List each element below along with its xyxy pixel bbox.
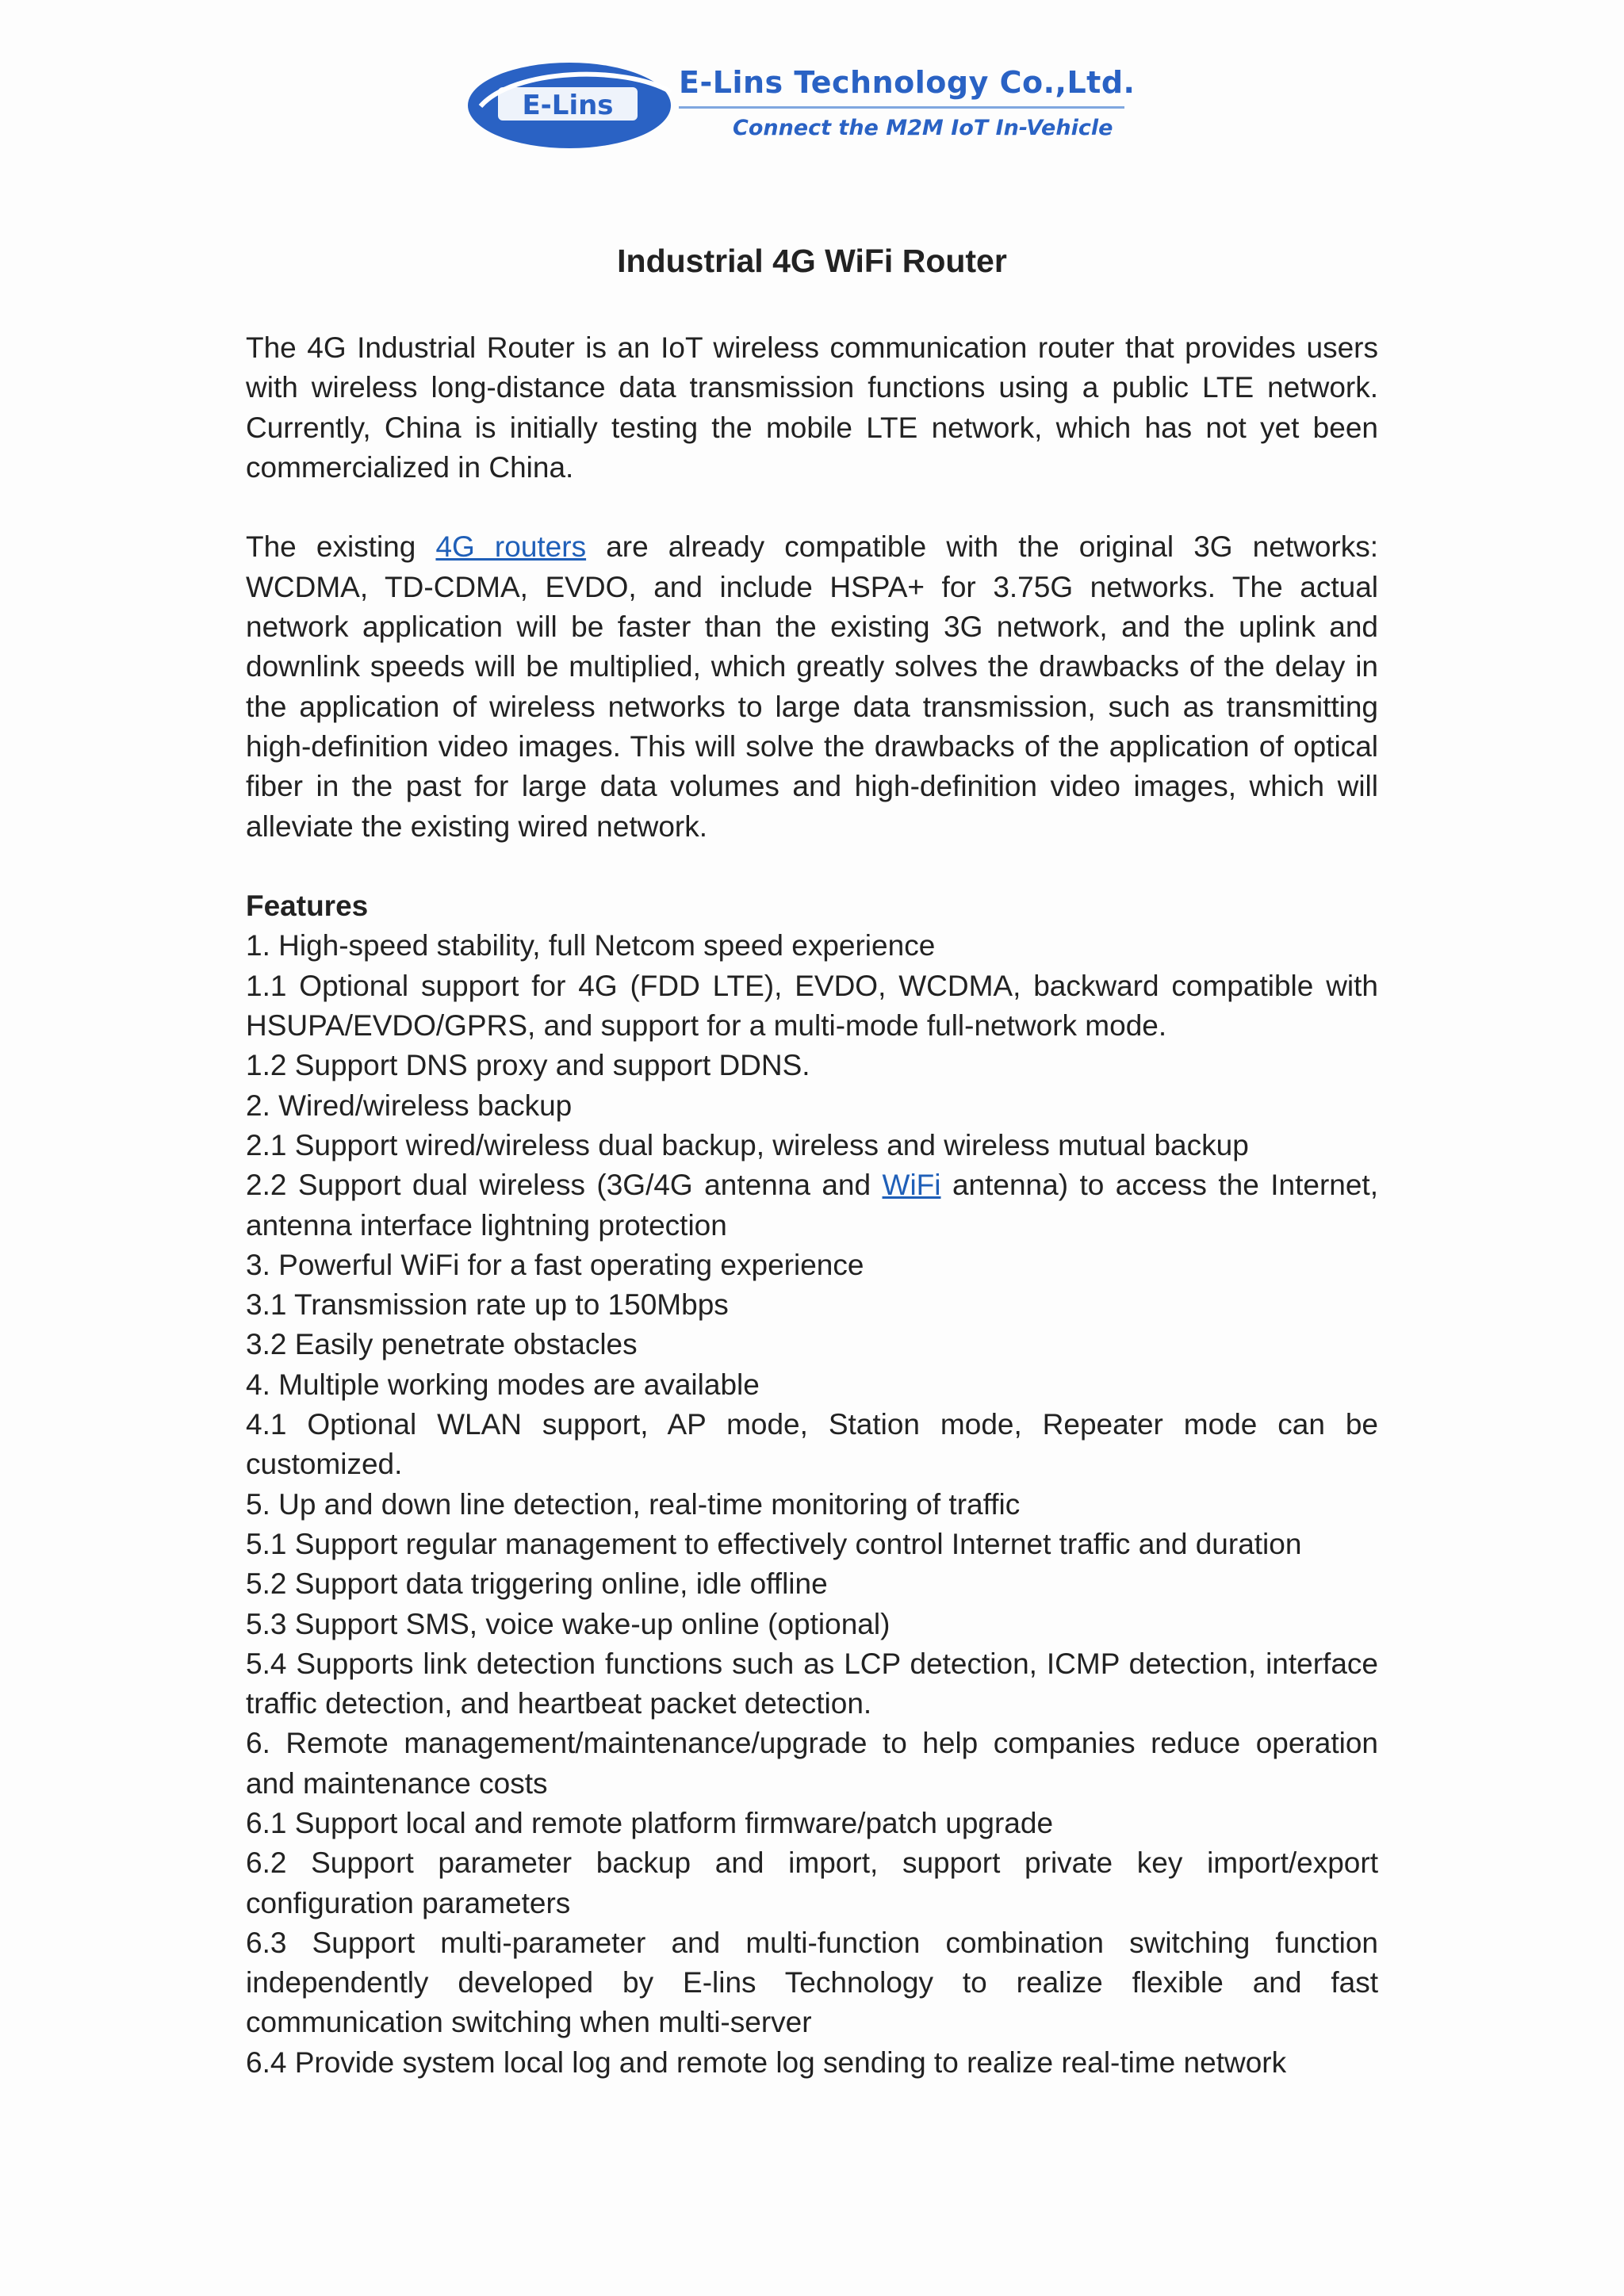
feature-item: [246, 1165, 1378, 1246]
feature-item: 5.3 Support SMS, voice wake-up online (optional): [246, 1607, 891, 1640]
document-title: Industrial 4G WiFi Router: [617, 243, 1007, 279]
feature-item: 3.1 Transmission rate up to 150Mbps: [246, 1288, 729, 1322]
intro-paragraph: The 4G Industrial Router is an IoT wireless communication router that provides users with wireless long-distance data transmission functions using a public LTE network. Currently, China is initially testing the mobile LTE network, which has not yet been commercialized in China.: [246, 331, 1378, 484]
feature-item: 1.2 Support DNS proxy and support DDNS.: [246, 1049, 810, 1082]
header-divider: [679, 106, 1124, 109]
feature-item: 4.1 Optional WLAN support, AP mode, Station mode, Repeater mode can be customized.: [246, 1408, 1378, 1481]
feature-item: 1. High-speed stability, full Netcom speed experience: [246, 929, 936, 962]
feature-item: 6.3 Support multi-parameter and multi-function combination switching function independently developed by E-lins Technology to realize flexible and fast communication switching when multi-server: [246, 1926, 1378, 2039]
wifi-link[interactable]: WiFi: [882, 1169, 941, 1202]
4g-routers-link[interactable]: 4G routers: [435, 530, 587, 564]
paragraph-text: are already compatible with the original 3G networks: WCDMA, TD-CDMA, EVDO, and include HSPA+ for 3.75G networks. The actual network application will be faster than the existing 3G network, and the uplink and downlink speeds will be multiplied, which greatly solves the drawbacks of the delay in the application of wireless networks to large data transmission, such as transmitting high-definition video images. This will solve the drawbacks of the application of optical fiber in the past for large data volumes and high-definition video images, which will alleviate the existing wired network.: [246, 530, 1379, 843]
feature-item: 2. Wired/wireless backup: [246, 1089, 573, 1122]
paragraph-text: The existing: [246, 530, 436, 564]
company-name: E-Lins Technology Co.,Ltd.: [679, 65, 1136, 100]
feature-text: antenna) to access the Internet, antenna interface lightning protection: [246, 1169, 1378, 1242]
elins-logo-icon: [466, 60, 679, 151]
feature-item: 6. Remote management/maintenance/upgrade to help companies reduce operation and maintenance costs: [246, 1727, 1378, 1800]
feature-item: 4. Multiple working modes are available: [246, 1368, 760, 1401]
feature-item: 6.2 Support parameter backup and import, support private key import/export configuration parameters: [246, 1846, 1378, 1919]
feature-item: 1.1 Optional support for 4G (FDD LTE), EVDO, WCDMA, backward compatible with HSUPA/EVDO/GPRS, and support for a multi-mode full-network mode.: [246, 969, 1378, 1043]
document-body: [246, 328, 1378, 2083]
feature-text: 2.2 Support dual wireless (3G/4G antenna and: [246, 1169, 883, 1202]
feature-item: 2.1 Support wired/wireless dual backup, wireless and wireless mutual backup: [246, 1128, 1249, 1161]
feature-item: 5.1 Support regular management to effectively control Internet traffic and duration: [246, 1527, 1302, 1560]
feature-item: 6.4 Provide system local log and remote log sending to realize real-time network: [246, 2045, 1287, 2079]
feature-item: 5.2 Support data triggering online, idle offline: [246, 1567, 828, 1601]
feature-item: 3. Powerful WiFi for a fast operating experience: [246, 1248, 864, 1281]
feature-item: 5. Up and down line detection, real-time monitoring of traffic: [246, 1487, 1021, 1521]
logo-text: E-Lins: [522, 90, 614, 121]
feature-item: 5.4 Supports link detection functions such as LCP detection, ICMP detection, interface traffic detection, and heartbeat packet detection.: [246, 1647, 1378, 1720]
company-tagline: Connect the M2M IoT In-Vehicle: [733, 116, 1113, 140]
features-heading: Features: [246, 890, 369, 923]
feature-item: 6.1 Support local and remote platform firmware/patch upgrade: [246, 1806, 1054, 1839]
compatibility-paragraph: [246, 527, 1378, 846]
feature-item: 3.2 Easily penetrate obstacles: [246, 1328, 638, 1361]
company-logo: [466, 60, 1136, 155]
